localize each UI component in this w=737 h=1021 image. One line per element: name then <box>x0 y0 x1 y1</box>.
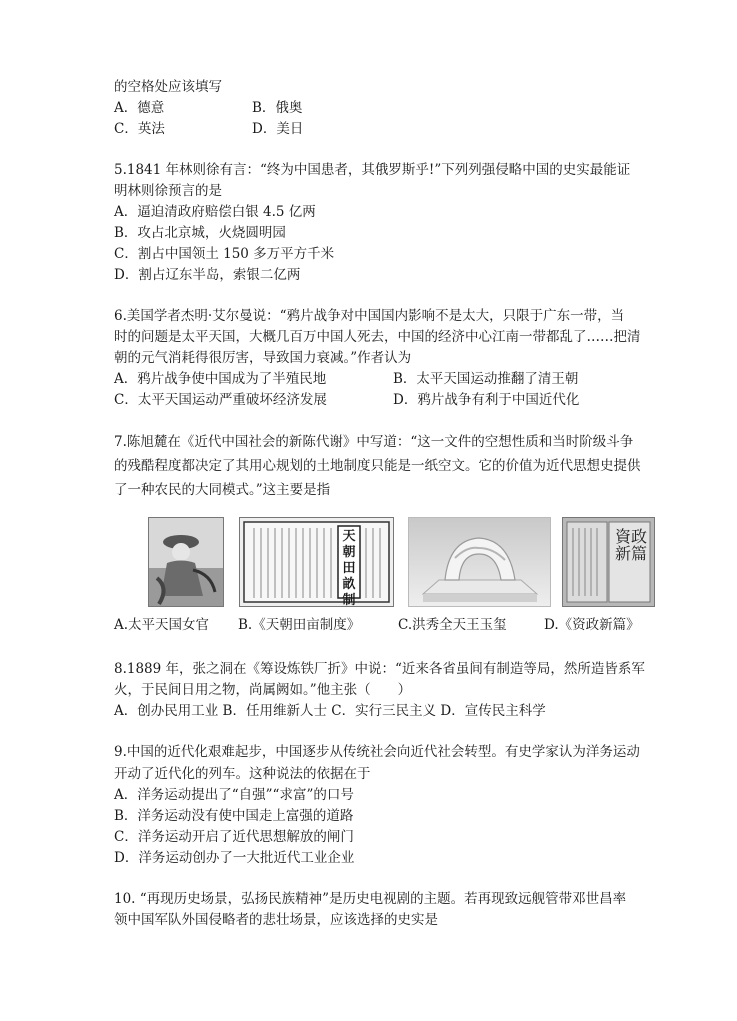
q7-option-d: D.《资政新篇》 <box>544 617 640 633</box>
figure-taiping-female-official <box>148 517 224 607</box>
q5-option-c: C．割占中国领土 150 多万平方千米 <box>114 246 335 262</box>
q10-stem-line-2: 领中国军队外国侵略者的悲壮场景，应该选择的史实是 <box>114 912 438 928</box>
q6-option-a: A．鸦片战争使中国成为了半殖民地 <box>114 371 327 387</box>
figure-zizheng-xinpian-book <box>562 517 655 607</box>
q8-options: A．创办民用工业 B．任用维新人士 C．实行三民主义 D．宣传民主科学 <box>114 703 546 719</box>
q9-option-d: D．洋务运动创办了一大批近代工业企业 <box>114 850 355 866</box>
q7-stem-line-1: 7.陈旭麓在《近代中国社会的新陈代谢》中写道：“这一文件的空想性质和当时阶级斗争 <box>114 434 634 450</box>
q8-stem-line-2: 火，于民间日用之物，尚属阙如。”他主张（ ） <box>114 682 412 698</box>
q9-option-b: B．洋务运动没有使中国走上富强的道路 <box>114 808 354 824</box>
q4-option-c: C．英法 <box>114 121 165 137</box>
q5-option-a: A．逼迫清政府赔偿白银 4.5 亿两 <box>114 204 316 220</box>
q6-stem-line-2: 时的问题是太平天国，大概几百万中国人死去，中国的经济中心江南一带都乱了……把清 <box>114 329 641 345</box>
q7-option-b: B.《天朝田亩制度》 <box>238 617 361 633</box>
q6-option-b: B．太平天国运动推翻了清王朝 <box>393 371 579 387</box>
q5-stem-line-1: 5.1841 年林则徐有言：“终为中国患者，其俄罗斯乎!”下列列强侵略中国的史实最能证 <box>114 162 631 178</box>
q4-option-d: D．美日 <box>252 121 304 137</box>
q6-stem-line-1: 6.美国学者杰明·艾尔曼说：“鸦片战争对中国国内影响不是太大，只限于广东一带，当 <box>114 308 625 324</box>
q5-stem-line-2: 明林则徐预言的是 <box>114 183 222 199</box>
q4-stem-tail: 的空格处应该填写 <box>114 79 222 95</box>
q5-option-d: D．割占辽东半岛，索银二亿两 <box>114 267 301 283</box>
q7-stem-line-2: 的残酷程度都决定了其用心规划的土地制度只能是一纸空文。它的价值为近代思想史提供 <box>114 458 641 474</box>
q6-stem-line-3: 朝的元气消耗得很厉害，导致国力衰减。”作者认为 <box>114 350 412 366</box>
q6-option-c: C．太平天国运动严重破坏经济发展 <box>114 392 327 408</box>
q6-option-d: D．鸦片战争有利于中国近代化 <box>393 392 580 408</box>
jade-seal-icon <box>409 518 550 606</box>
q9-option-a: A．洋务运动提出了“自强”“求富”的口号 <box>114 787 354 803</box>
q9-option-c: C．洋务运动开启了近代思想解放的闸门 <box>114 829 354 845</box>
q7-option-a: A.太平天国女官 <box>114 617 210 633</box>
q4-option-b: B．俄奥 <box>252 100 303 116</box>
book-title: 資政新篇 <box>615 527 648 563</box>
document-title-stamp: 天朝田畝制 <box>342 529 356 607</box>
q10-stem-line-1: 10. “再现历史场景，弘扬民族精神”是历史电视剧的主题。若再现致远舰管带邓世昌率 <box>114 891 627 907</box>
figure-jade-seal <box>408 517 551 607</box>
q9-stem-line-1: 9.中国的近代化艰难起步，中国逐步从传统社会向近代社会转型。有史学家认为洋务运动 <box>114 744 640 760</box>
q7-stem-line-3: 了一种农民的大同模式。”这主要是指 <box>114 482 331 498</box>
document-scan-icon <box>240 518 393 606</box>
q9-stem-line-2: 开动了近代化的列车。这种说法的依据在于 <box>114 766 371 782</box>
q8-stem-line-1: 8.1889 年，张之洞在《筹设炼铁厂折》中说：“近来各省虽间有制造等局，然所造皆系军 <box>114 661 645 677</box>
figure-tianchao-tianmu-document <box>239 517 394 607</box>
q7-option-c: C.洪秀全天王玉玺 <box>398 617 507 633</box>
q4-option-a: A．德意 <box>114 100 165 116</box>
female-official-photo-icon <box>149 518 223 606</box>
q5-option-b: B．攻占北京城，火烧圆明园 <box>114 225 286 241</box>
